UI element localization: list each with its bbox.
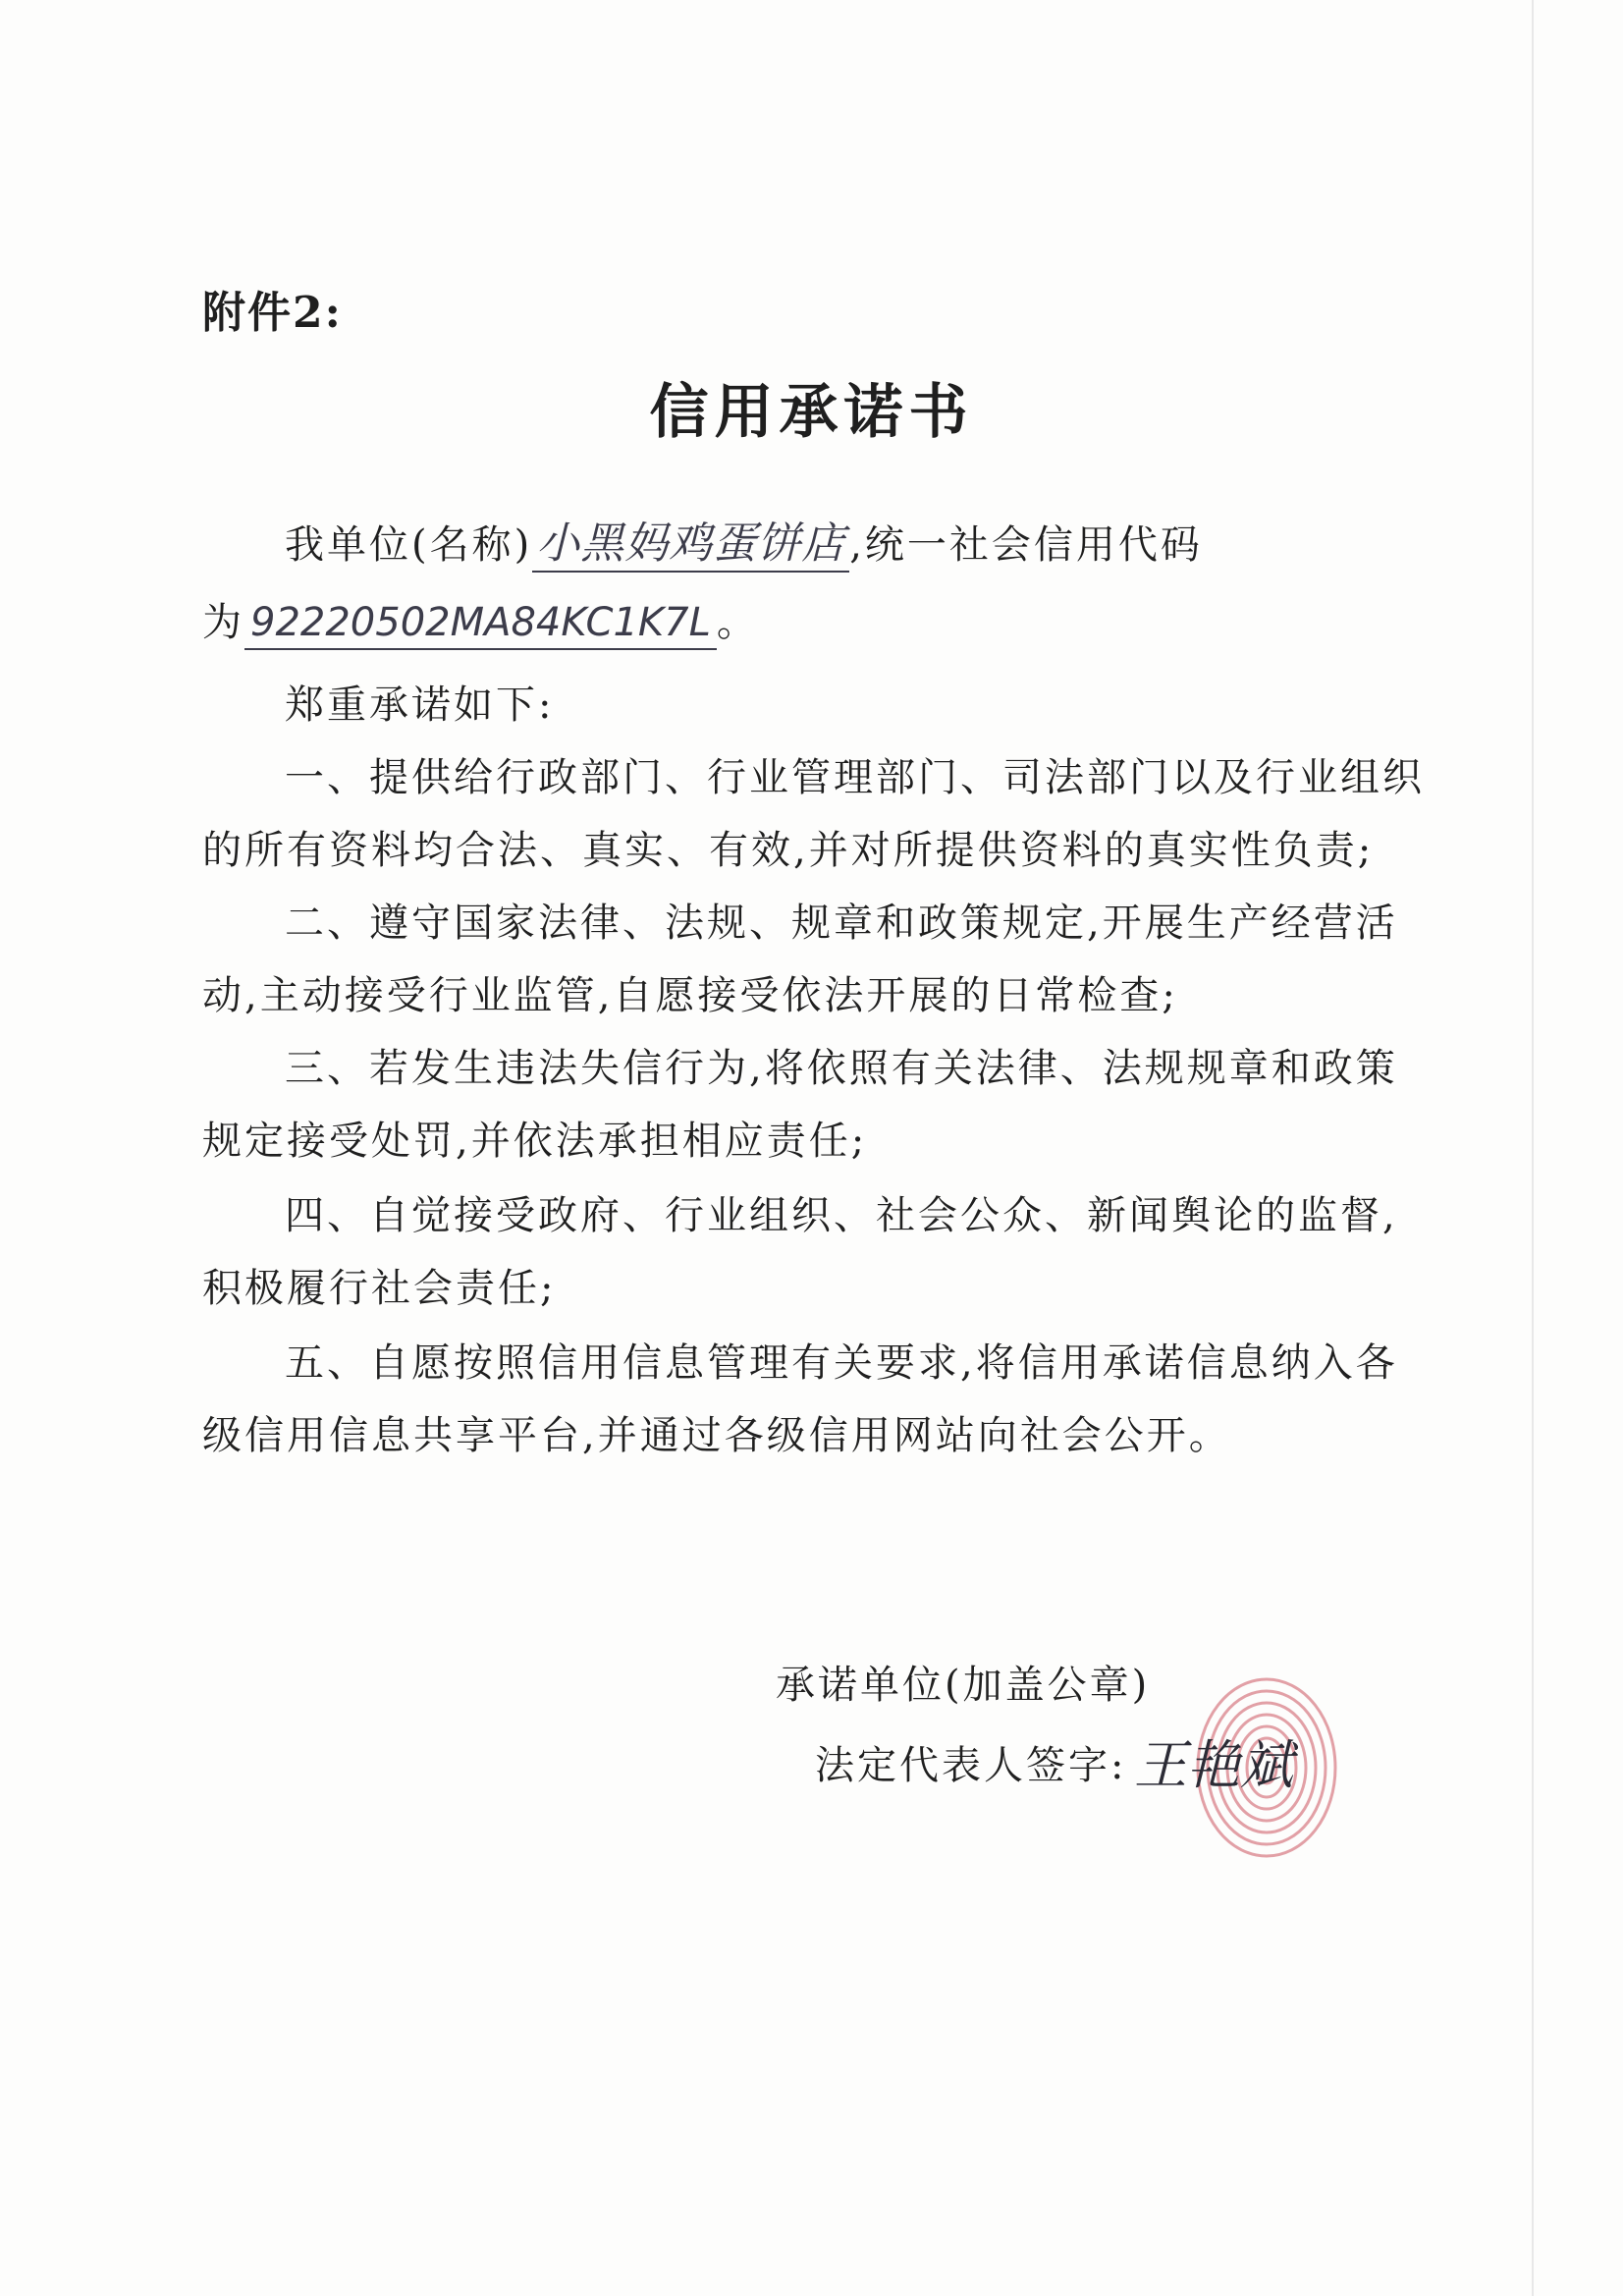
code-prefix: 为 bbox=[202, 600, 244, 645]
clause-1-line-1: 一、提供给行政部门、行业管理部门、司法部门以及行业组织 bbox=[285, 755, 1425, 800]
promise-heading: 郑重承诺如下: bbox=[285, 683, 555, 728]
document-title: 信用承诺书 bbox=[649, 378, 974, 447]
legal-rep-signature bbox=[1134, 1723, 1330, 1812]
code-suffix: 。 bbox=[716, 600, 759, 645]
promising-unit-label: 承诺单位(加盖公章) bbox=[776, 1663, 1151, 1708]
intro-prefix: 我单位(名称) bbox=[285, 522, 533, 568]
scan-edge bbox=[1532, 0, 1534, 2296]
intro-line-1 bbox=[285, 519, 1203, 571]
signature-name: 王艳斌 bbox=[1134, 1734, 1293, 1796]
clause-4-line-1: 四、自觉接受政府、行业组织、社会公众、新闻舆论的监督, bbox=[285, 1193, 1398, 1238]
legal-rep-label: 法定代表人签字: bbox=[815, 1743, 1127, 1788]
company-name-handwritten: 小黑妈鸡蛋饼店 bbox=[532, 519, 849, 573]
clause-2-line-1: 二、遵守国家法律、法规、规章和政策规定,开展生产经营活 bbox=[285, 901, 1398, 946]
attachment-label: 附件2: bbox=[202, 288, 343, 338]
clause-5-line-2: 级信用信息共享平台,并通过各级信用网站向社会公开。 bbox=[202, 1413, 1231, 1458]
clause-3-line-2: 规定接受处罚,并依法承担相应责任; bbox=[202, 1119, 868, 1164]
clause-5-line-1: 五、自愿按照信用信息管理有关要求,将信用承诺信息纳入各 bbox=[285, 1340, 1398, 1386]
clause-3-line-1: 三、若发生违法失信行为,将依照有关法律、法规规章和政策 bbox=[285, 1046, 1398, 1091]
credit-code-field bbox=[244, 599, 717, 650]
intro-suffix: ,统一社会信用代码 bbox=[849, 522, 1203, 568]
clause-2-line-2: 动,主动接受行业监管,自愿接受依法开展的日常检查; bbox=[202, 973, 1178, 1018]
clause-4-line-2: 积极履行社会责任; bbox=[202, 1266, 557, 1311]
credit-code-handwritten: 92220502MA84KC1K7L bbox=[250, 600, 711, 645]
intro-line-2 bbox=[202, 599, 759, 650]
clause-1-line-2: 的所有资料均合法、真实、有效,并对所提供资料的真实性负责; bbox=[202, 828, 1375, 873]
